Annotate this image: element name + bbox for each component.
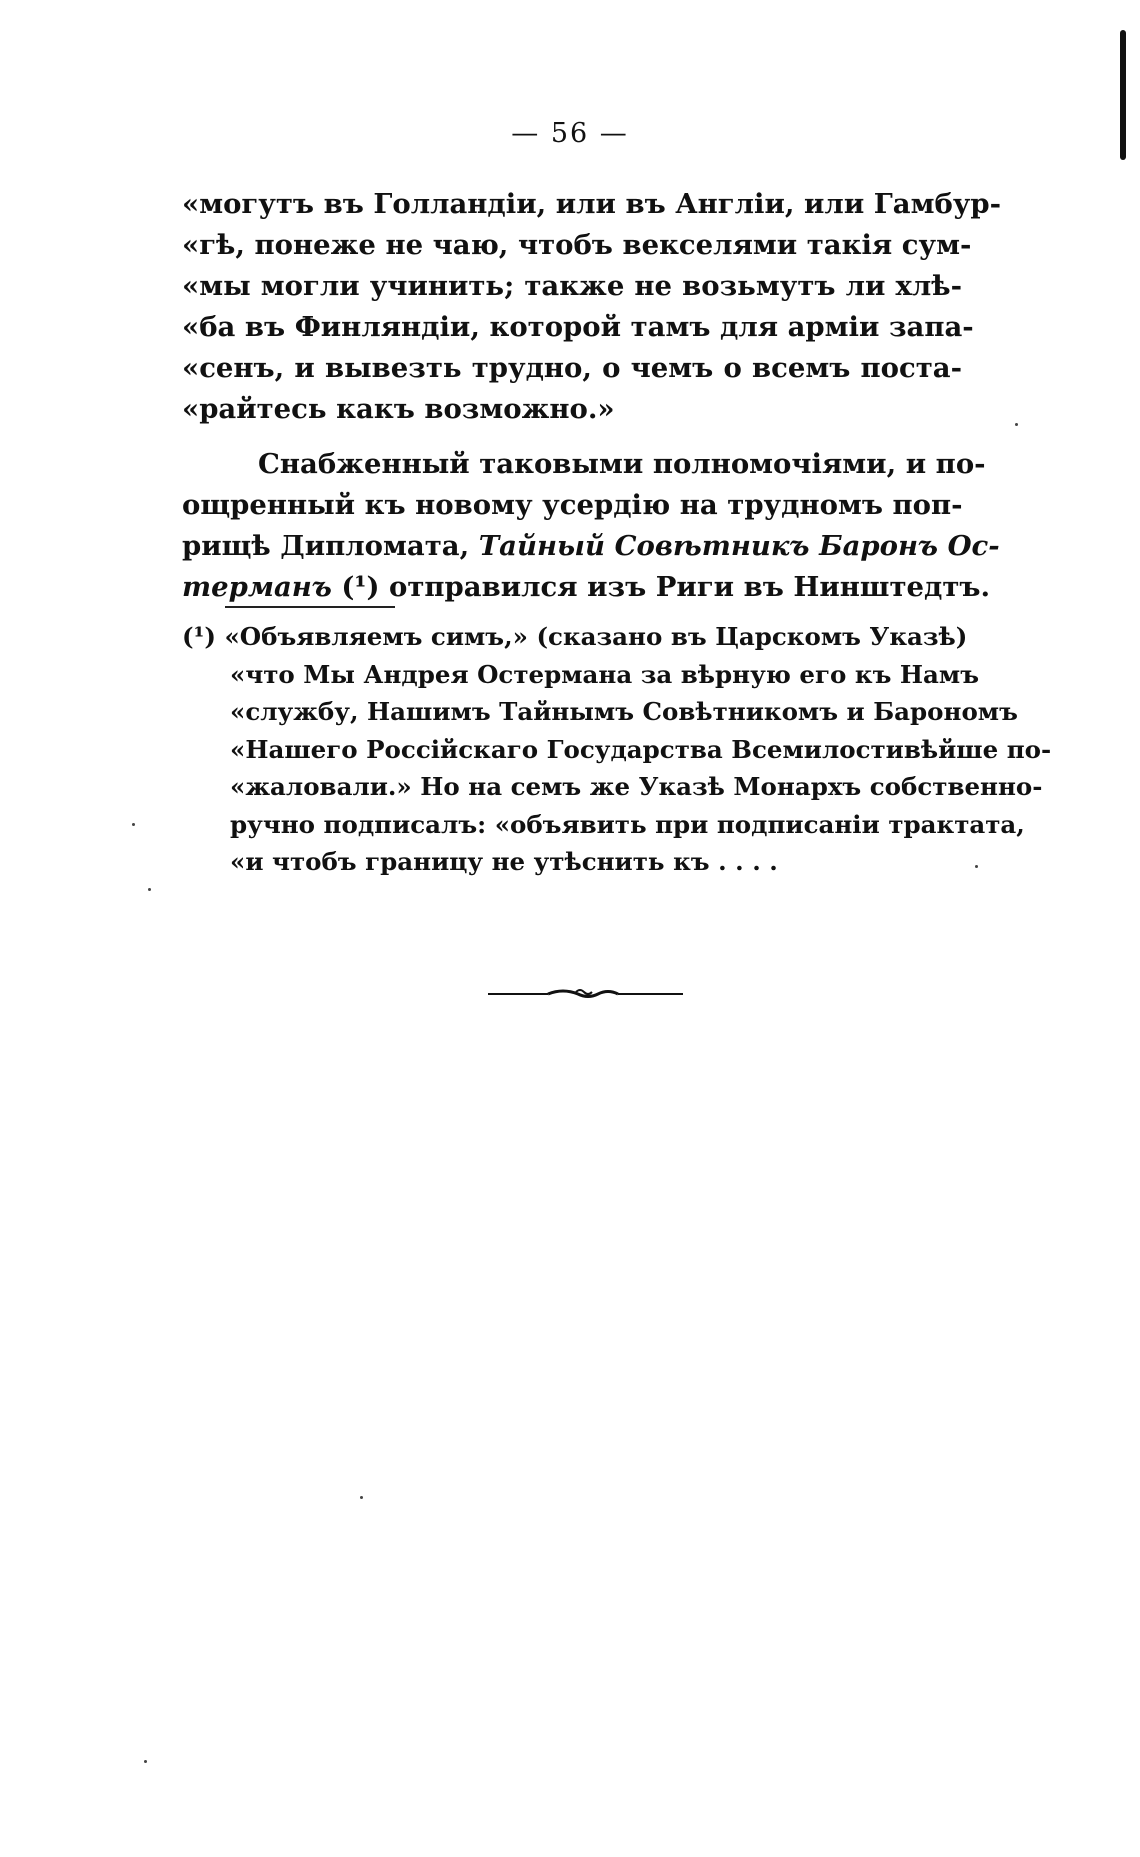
paper-speck <box>360 1496 363 1499</box>
paper-speck <box>148 888 151 891</box>
footnote-rule <box>225 606 395 608</box>
text-line: ощренный къ новому усердію на трудномъ поп- <box>182 489 963 521</box>
text-line: «гѣ, понеже не чаю, чтобъ векселями такія сум- <box>182 229 972 261</box>
italic-name-segment: терманъ <box>182 571 332 603</box>
text-line: «райтесь какъ возможно.» <box>182 393 615 425</box>
text-segment: рищѣ Дипломата, <box>182 530 470 562</box>
paper-speck <box>975 865 978 868</box>
text-line <box>182 567 991 608</box>
paper-speck <box>1015 423 1018 426</box>
text-line: «сенъ, и вывезть трудно, о чемъ о всемъ поста- <box>182 352 962 384</box>
text-line: Снабженный таковыми полномочіями, и по- <box>258 448 986 480</box>
text-line: «мы могли учинить; также не возьмутъ ли хлѣ- <box>182 270 962 302</box>
footnote-line: «и чтобъ границу не утѣснить къ . . . . <box>230 847 778 876</box>
footnote <box>182 618 1052 881</box>
paper-speck <box>144 1760 147 1763</box>
end-ornament <box>488 984 683 1004</box>
text-segment: (¹) отправился изъ Риги въ Нинштедтъ. <box>341 571 991 603</box>
main-text <box>182 184 1002 608</box>
footnote-line: (¹) «Объявляемъ симъ,» (сказано въ Царскомъ Указѣ) <box>182 622 968 651</box>
text-line: «ба въ Финляндіи, которой тамъ для арміи запа- <box>182 311 974 343</box>
paper-speck <box>132 823 135 826</box>
footnote-line: «службу, Нашимъ Тайнымъ Совѣтникомъ и Барономъ <box>230 697 1018 726</box>
footnote-line: «что Мы Андрея Остермана за вѣрную его къ Намъ <box>230 659 979 689</box>
footnote-line: «Нашего Россійскаго Государства Всемилостивѣйше по- <box>230 734 1052 764</box>
italic-title-segment: Тайный Совѣтникъ Баронъ Ос- <box>478 530 1000 562</box>
footnote-line: ручно подписалъ: «объявить при подписаніи трактата, <box>230 809 1025 839</box>
text-line <box>182 526 1000 567</box>
page-number: — 56 — <box>511 118 629 149</box>
text-line: «могутъ въ Голландіи, или въ Англіи, или Гамбур- <box>182 188 1002 220</box>
footnote-line: «жаловали.» Но на семъ же Указѣ Монархъ собственно- <box>230 772 1043 801</box>
